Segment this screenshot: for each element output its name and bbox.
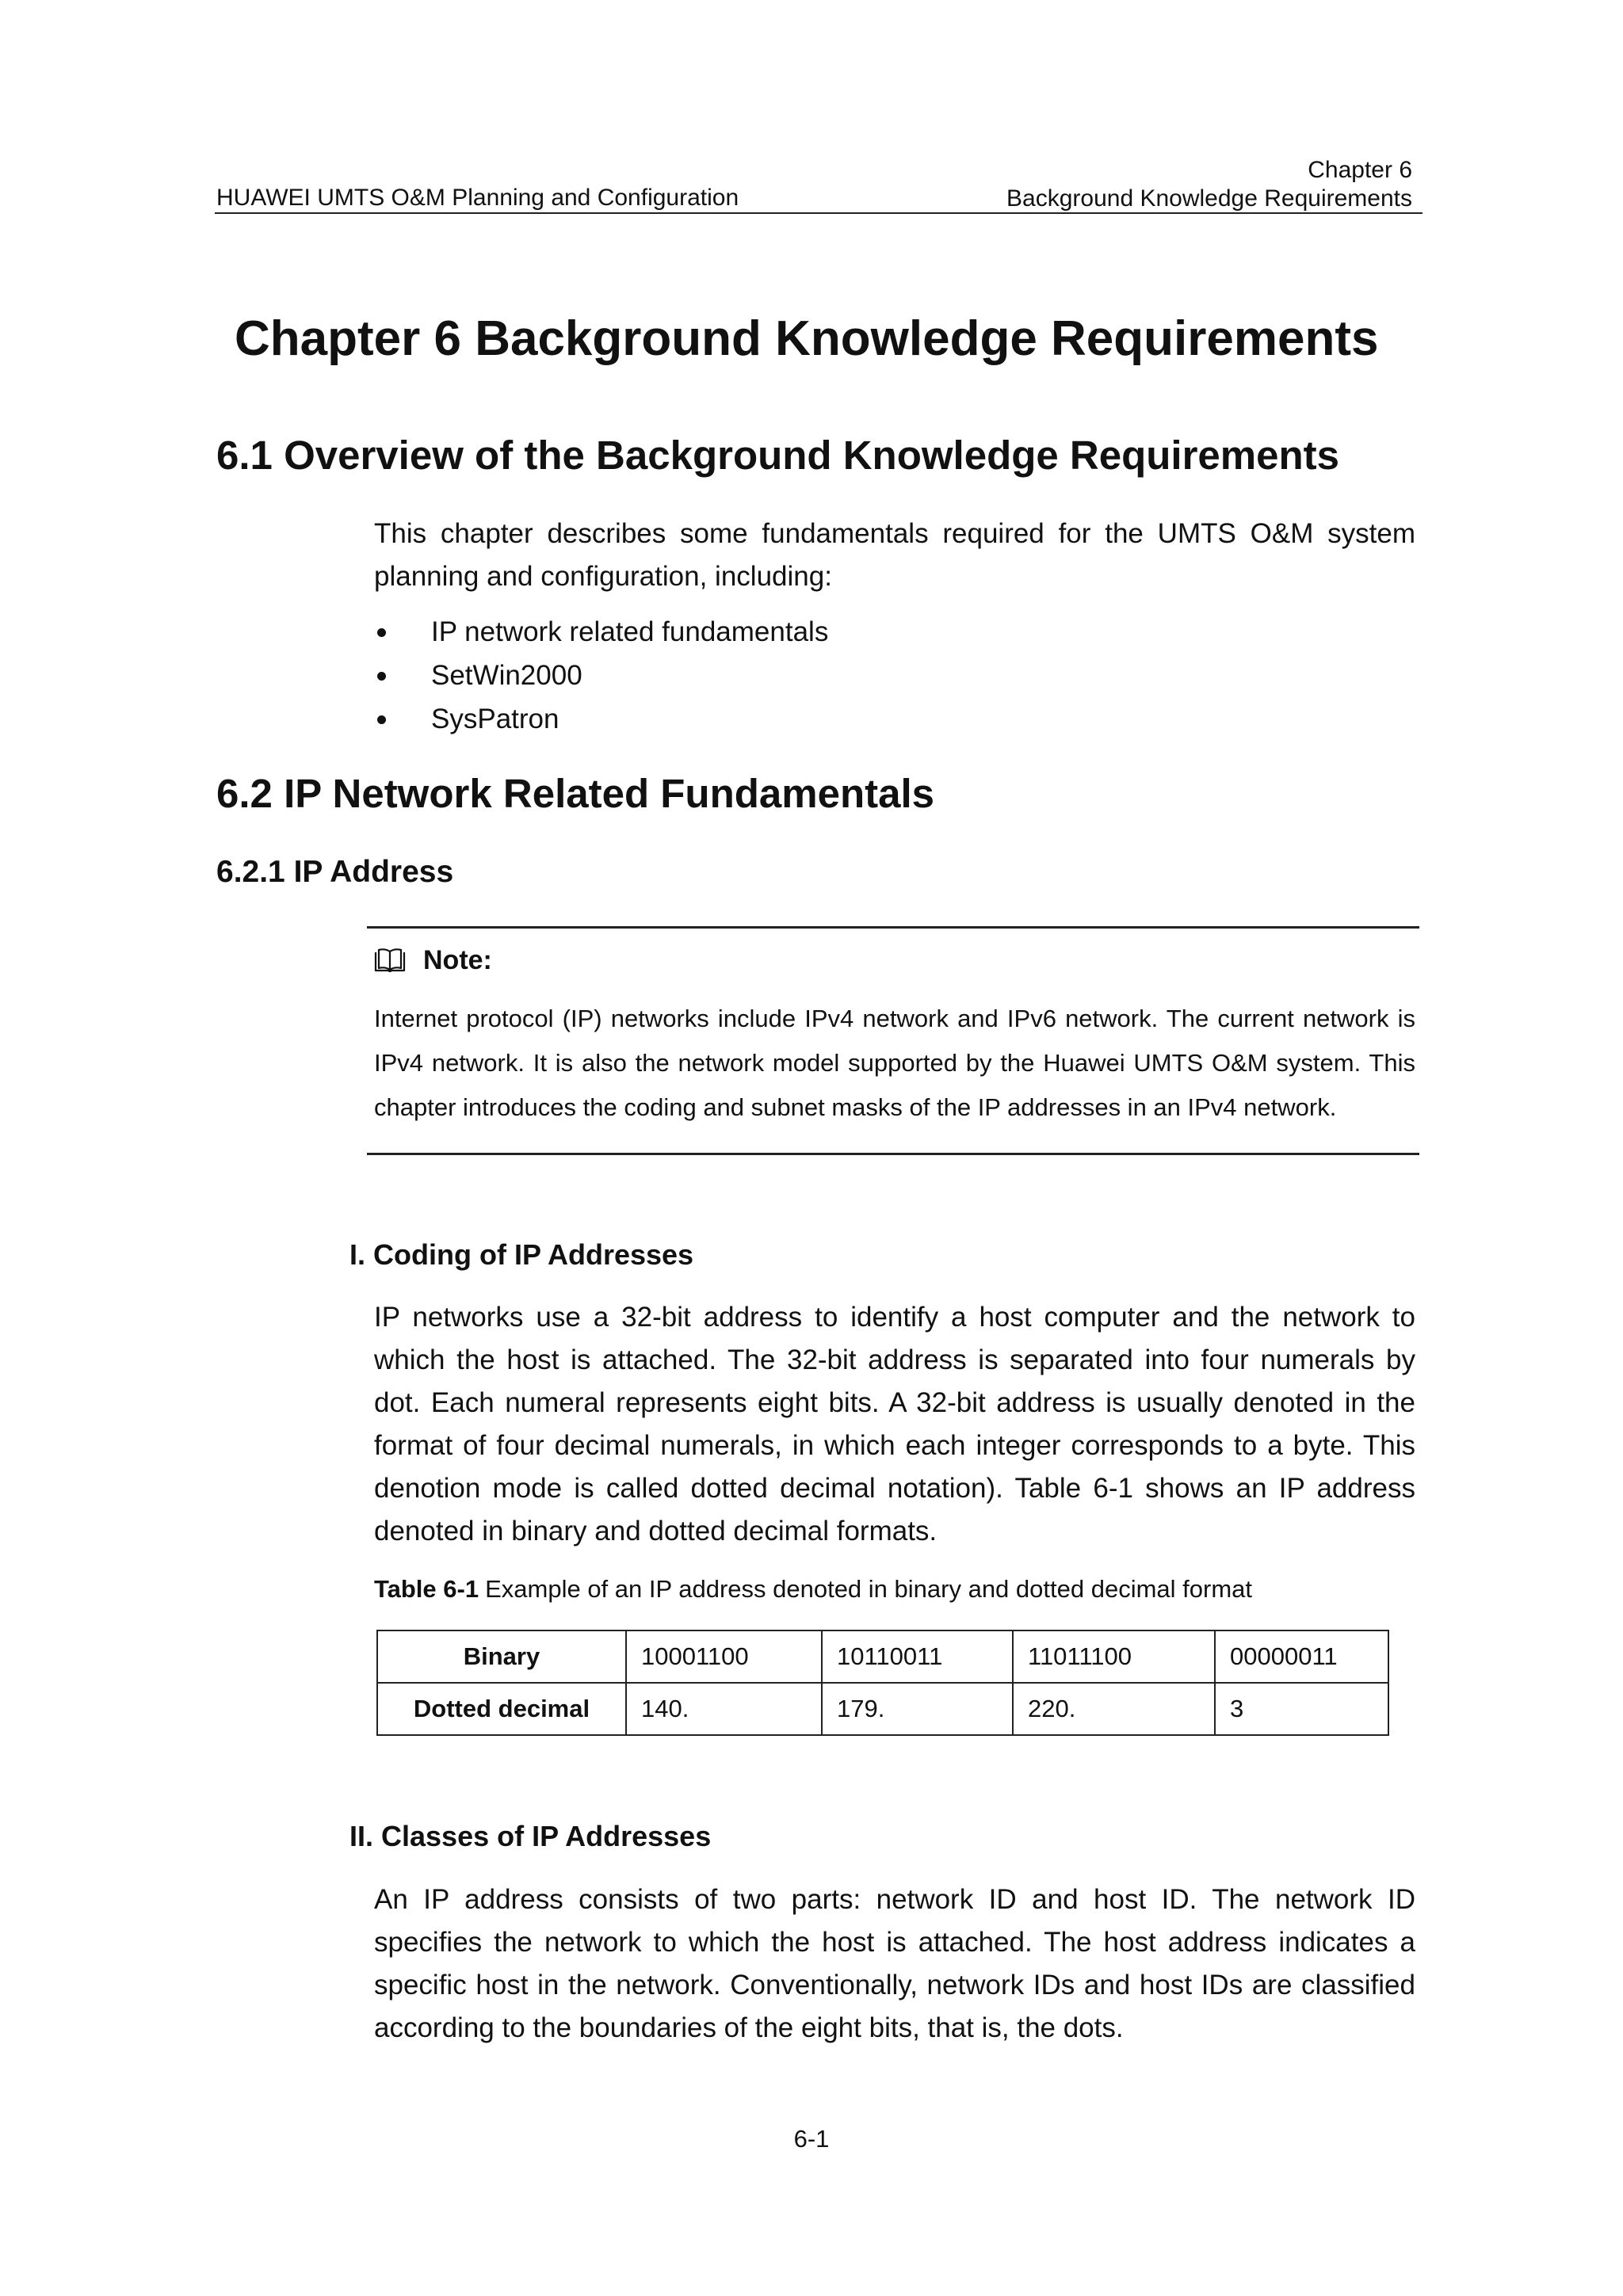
table-cell: 00000011 [1215, 1630, 1388, 1683]
note-bottom-rule [367, 1153, 1419, 1155]
running-header-title: Background Knowledge Requirements [1006, 185, 1412, 212]
table-row [377, 1630, 1388, 1683]
list-item: IP network related fundamentals [374, 610, 828, 654]
running-header-right [1006, 156, 1412, 213]
table-cell: 11011100 [1013, 1630, 1215, 1683]
book-icon [374, 948, 406, 974]
table-caption [374, 1575, 1252, 1604]
classes-paragraph: An IP address consists of two parts: network ID and host ID. The network ID specifies the network to which the host is attached. The host address indicates a specific host in the network. Conventionally, network IDs and host IDs are classified according to the boundaries of the eight bits, that is, the dots. [374, 1884, 1415, 2043]
list-item: SysPatron [374, 697, 828, 741]
bullet-icon [377, 628, 386, 637]
table-row [377, 1683, 1388, 1735]
list-item: SetWin2000 [374, 654, 828, 697]
table-cell: 220. [1013, 1683, 1215, 1735]
bullet-icon [377, 672, 386, 681]
note-text: Internet protocol (IP) networks include IPv4 network and IPv6 network. The current network is IPv4 network. It is also the network model supported by the Huawei UMTS O&M system. This chapter introduces the coding and subnet masks of the IP addresses in an IPv4 network. [374, 1005, 1415, 1121]
table-row-header: Binary [377, 1630, 626, 1683]
table-cell: 10001100 [626, 1630, 822, 1683]
note-label: Note: [423, 945, 492, 975]
bullet-icon [377, 715, 386, 724]
chapter-title: Chapter 6 Background Knowledge Requirements [235, 311, 1379, 366]
requirements-list [374, 610, 828, 741]
section-6-2-heading: 6.2 IP Network Related Fundamentals [216, 771, 934, 816]
section-6-1-heading: 6.1 Overview of the Background Knowledge Requirements [216, 433, 1339, 478]
running-header-chapter: Chapter 6 [1308, 157, 1412, 183]
ip-address-table [376, 1630, 1389, 1736]
table-cell: 140. [626, 1683, 822, 1735]
table-cell: 179. [822, 1683, 1013, 1735]
subsection-6-2-1-heading: 6.2.1 IP Address [216, 855, 454, 889]
classes-heading: II. Classes of IP Addresses [349, 1820, 712, 1852]
coding-paragraph: IP networks use a 32-bit address to identify a host computer and the network to which the host is attached. The 32-bit address is separated into four numerals by dot. Each numeral represents eight bits. A 32-bit address is usually denoted in the format of four decimal numerals, in which each integer corresponds to a byte. This denotion mode is called dotted decimal notation). Table 6-1 shows an IP address denoted in binary and dotted decimal formats. [374, 1302, 1415, 1547]
table-row-header: Dotted decimal [377, 1683, 626, 1735]
note-header [374, 945, 492, 976]
coding-heading: I. Coding of IP Addresses [349, 1238, 694, 1271]
header-rule [215, 212, 1423, 214]
table-caption-label: Table 6-1 [374, 1575, 479, 1603]
table-cell: 3 [1215, 1683, 1388, 1735]
table-cell: 10110011 [822, 1630, 1013, 1683]
note-top-rule [367, 926, 1419, 929]
table-caption-text: Example of an IP address denoted in binary and dotted decimal format [485, 1575, 1252, 1603]
page-number: 6-1 [793, 2125, 830, 2153]
running-header-left: HUAWEI UMTS O&M Planning and Configuration [216, 185, 739, 211]
section-6-1-intro: This chapter describes some fundamentals required for the UMTS O&M system planning and configuration, including: [374, 518, 1415, 592]
